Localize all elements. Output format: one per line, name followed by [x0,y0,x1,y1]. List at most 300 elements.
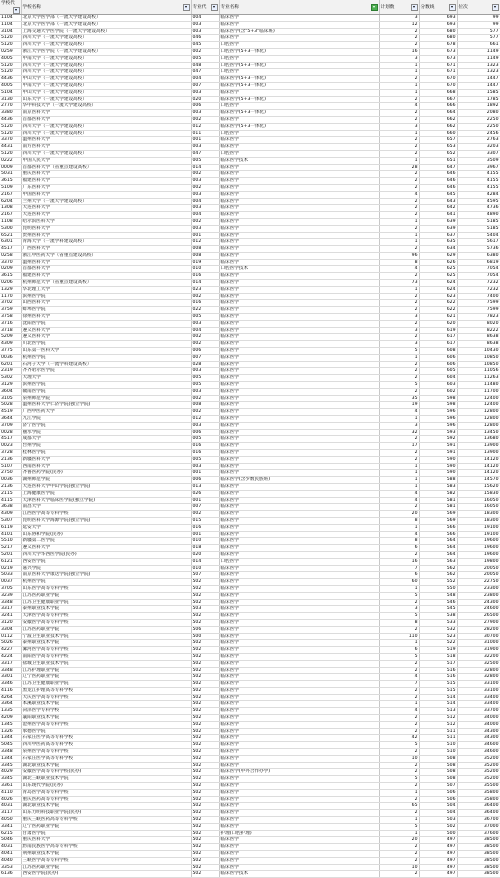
cell-plan-count[interactable]: 1 [379,218,419,225]
cell-major-name[interactable]: 临床医学 [219,606,379,613]
cell-major-name[interactable]: 临床医学 [219,728,379,735]
cell-score-line[interactable]: 645 [419,191,457,198]
header-major-name[interactable]: 专业名称 ▾ [219,0,379,15]
cell-rank[interactable]: 35500 [457,783,500,790]
cell-plan-count[interactable]: 2 [379,273,419,280]
cell-school-name[interactable]: 嘉兴学院 [21,565,191,572]
cell-plan-count[interactable]: 2 [379,456,419,463]
cell-plan-count[interactable]: 2 [379,728,419,735]
cell-school-code[interactable]: 3361 [0,783,21,790]
cell-major-code[interactable]: 006 [191,348,219,355]
table-row[interactable] [0,606,500,613]
cell-rank[interactable]: 35800 [457,796,500,803]
cell-school-code[interactable]: 3348 [0,599,21,606]
cell-major-code[interactable]: 003 [191,191,219,198]
cell-major-code[interactable]: 002 [191,184,219,191]
cell-major-code[interactable]: 012 [191,416,219,423]
cell-school-name[interactable]: 江苏医药职业学院 [21,864,191,871]
cell-school-code[interactable]: 0036 [0,477,21,484]
cell-school-code[interactable]: 3346 [0,681,21,688]
cell-school-code[interactable]: 5104 [0,89,21,96]
cell-school-name[interactable]: 西南医科大学 [21,463,191,470]
cell-rank[interactable]: 5736 [457,246,500,253]
cell-plan-count[interactable]: 2 [379,721,419,728]
cell-plan-count[interactable]: 8 [379,517,419,524]
cell-rank[interactable]: 3509 [457,157,500,164]
cell-score-line[interactable]: 564 [419,551,457,558]
cell-major-name[interactable]: 临床医学 [219,545,379,552]
cell-plan-count[interactable]: 2 [379,42,419,49]
table-row[interactable] [0,164,500,171]
cell-score-line[interactable]: 569 [419,511,457,518]
cell-plan-count[interactable]: 65 [379,803,419,810]
cell-major-code[interactable]: 005 [191,55,219,62]
cell-major-code[interactable]: 006 [191,429,219,436]
cell-school-code[interactable]: 0036 [0,354,21,361]
cell-major-name[interactable]: 临床医学 [219,232,379,239]
cell-school-code[interactable]: 2167 [0,191,21,198]
cell-plan-count[interactable]: 2 [379,769,419,776]
cell-school-code[interactable]: 3341 [0,823,21,830]
cell-school-code[interactable]: 3644 [0,416,21,423]
cell-score-line[interactable]: 506 [419,789,457,796]
cell-school-name[interactable]: 西安医学院(民办) [21,871,191,878]
cell-rank[interactable]: 6819 [457,259,500,266]
cell-major-code[interactable]: 045 [191,42,219,49]
cell-school-code[interactable]: 6204 [0,198,21,205]
cell-major-code[interactable]: 016 [191,273,219,280]
cell-score-line[interactable]: 532 [419,626,457,633]
cell-school-name[interactable]: 中山大学（一流大学建设高校） [21,89,191,96]
cell-plan-count[interactable]: 2 [379,137,419,144]
cell-school-code[interactable]: 5120 [0,123,21,130]
cell-school-code[interactable]: 2750 [0,470,21,477]
cell-score-line[interactable]: 497 [419,837,457,844]
cell-major-name[interactable]: 临床医学 [219,572,379,579]
cell-plan-count[interactable]: 1 [379,89,419,96]
cell-rank[interactable]: 35200 [457,769,500,776]
cell-school-name[interactable]: 中国医科大学 [21,191,191,198]
cell-plan-count[interactable]: 32 [379,429,419,436]
cell-score-line[interactable]: 588 [419,477,457,484]
cell-rank[interactable]: 14120 [457,456,500,463]
cell-major-name[interactable]: 临床医学(5+3一体化) [219,110,379,117]
cell-school-code[interactable]: 5031 [0,171,21,178]
cell-rank[interactable]: 661 [457,42,500,49]
cell-plan-count[interactable]: 2 [379,851,419,858]
cell-plan-count[interactable]: 3 [379,314,419,321]
cell-score-line[interactable]: 590 [419,463,457,470]
cell-score-line[interactable]: 552 [419,579,457,586]
cell-major-code[interactable]: 012 [191,239,219,246]
cell-major-name[interactable]: 临床医学 [219,715,379,722]
cell-school-code[interactable]: 4029 [0,769,21,776]
cell-score-line[interactable]: 516 [419,667,457,674]
cell-school-code[interactable]: 3345 [0,762,21,769]
cell-school-code[interactable]: 5045 [0,742,21,749]
cell-school-code[interactable]: 4264 [0,694,21,701]
cell-plan-count[interactable]: 2 [379,96,419,103]
cell-rank[interactable]: 1323 [457,62,500,69]
cell-rank[interactable]: 33700 [457,708,500,715]
cell-school-name[interactable]: 南方医科大学 [21,144,191,151]
cell-major-name[interactable]: 临床医学 [219,599,379,606]
cell-major-code[interactable]: 014 [191,558,219,565]
cell-major-code[interactable]: 022 [191,307,219,314]
cell-school-name[interactable]: 温州医科大学仁济学院(独立学院) [21,402,191,409]
cell-rank[interactable]: 30700 [457,633,500,640]
cell-school-name[interactable]: 湖北职业技术学院 [21,762,191,769]
cell-plan-count[interactable]: 17 [379,443,419,450]
cell-score-line[interactable]: 508 [419,776,457,783]
cell-school-code[interactable]: 5107 [0,463,21,470]
cell-score-line[interactable]: 604 [419,375,457,382]
cell-major-name[interactable]: 临床医学 [219,463,379,470]
cell-plan-count[interactable]: 2 [379,116,419,123]
cell-plan-count[interactable]: 4 [379,266,419,273]
cell-major-name[interactable]: 临床医学 [219,755,379,762]
table-row[interactable] [0,259,500,266]
cell-school-code[interactable]: 6301 [0,239,21,246]
cell-school-code[interactable]: 3638 [0,504,21,511]
cell-school-name[interactable]: 延安大学 [21,524,191,531]
cell-major-code[interactable]: 047 [191,150,219,157]
cell-major-name[interactable]: 临床医学 [219,443,379,450]
cell-major-name[interactable]: 临床医学 [219,286,379,293]
cell-rank[interactable]: 1785 [457,96,500,103]
cell-major-code[interactable]: 002 [191,395,219,402]
cell-major-name[interactable]: 临床医学 [219,735,379,742]
cell-school-name[interactable]: 昆明医科大学 [21,225,191,232]
cell-major-name[interactable]: 临床医学 [219,184,379,191]
cell-plan-count[interactable]: 1 [379,483,419,490]
cell-school-name[interactable]: 安徽医学高等专科学校(民办) [21,769,191,776]
table-row[interactable] [0,212,500,219]
table-row[interactable] [0,436,500,443]
cell-major-code[interactable]: 502 [191,776,219,783]
cell-school-code[interactable]: 3353 [0,864,21,871]
cell-major-name[interactable]: 临床医学 [219,307,379,314]
cell-score-line[interactable]: 647 [419,164,457,171]
table-row[interactable] [0,171,500,178]
cell-score-line[interactable]: 593 [419,429,457,436]
cell-major-name[interactable]: 临床医学 [219,803,379,810]
cell-major-code[interactable]: 002 [191,218,219,225]
cell-rank[interactable]: 34600 [457,742,500,749]
cell-rank[interactable]: 13900 [457,443,500,450]
cell-score-line[interactable]: 693 [419,15,457,22]
cell-major-name[interactable]: 临床医学 [219,667,379,674]
cell-major-code[interactable]: 007 [191,354,219,361]
cell-score-line[interactable]: 504 [419,803,457,810]
cell-school-name[interactable]: 大连医科大学 [21,205,191,212]
cell-school-name[interactable]: 大庆医学高等专科学校 [21,694,191,701]
cell-rank[interactable]: 7054 [457,273,500,280]
cell-score-line[interactable]: 517 [419,660,457,667]
cell-major-name[interactable]: 临床医学(5+3一体化) [219,82,379,89]
cell-school-code[interactable]: 4431 [0,144,21,151]
cell-school-code[interactable]: 6215 [0,830,21,837]
cell-rank[interactable]: 99 [457,21,500,28]
cell-rank[interactable]: 12800 [457,422,500,429]
cell-plan-count[interactable]: 7 [379,565,419,572]
table-row[interactable] [0,477,500,484]
cell-score-line[interactable]: 514 [419,694,457,701]
table-row[interactable] [0,653,500,660]
cell-school-code[interactable]: 3241 [0,613,21,620]
cell-score-line[interactable]: 497 [419,871,457,878]
cell-school-code[interactable]: 5026 [0,640,21,647]
cell-rank[interactable]: 4595 [457,198,500,205]
cell-school-name[interactable]: 新疆医科大学 [21,456,191,463]
cell-major-name[interactable]: 口腔医学 [219,558,379,565]
cell-major-code[interactable]: 002 [191,409,219,416]
cell-rank[interactable]: 34000 [457,715,500,722]
cell-school-code[interactable]: 5510 [0,538,21,545]
cell-rank[interactable]: 2250 [457,116,500,123]
cell-school-code[interactable]: 4041 [0,851,21,858]
cell-school-name[interactable]: 济宁医学院 [21,422,191,429]
cell-plan-count[interactable]: 4 [379,674,419,681]
cell-major-name[interactable]: 临床医学 [219,551,379,558]
cell-plan-count[interactable]: 2 [379,205,419,212]
cell-major-name[interactable]: 临床医学 [219,456,379,463]
table-row[interactable] [0,483,500,490]
cell-plan-count[interactable]: 42 [379,735,419,742]
cell-school-code[interactable]: 4436 [0,76,21,83]
cell-plan-count[interactable]: 35 [379,395,419,402]
cell-major-name[interactable]: 临床医学 [219,252,379,259]
cell-major-code[interactable]: 003 [191,388,219,395]
cell-score-line[interactable]: 504 [419,810,457,817]
cell-rank[interactable]: 32800 [457,674,500,681]
cell-plan-count[interactable]: 3 [379,55,419,62]
table-row[interactable] [0,450,500,457]
cell-score-line[interactable]: 621 [419,314,457,321]
cell-rank[interactable]: 13900 [457,450,500,457]
table-row[interactable] [0,456,500,463]
cell-plan-count[interactable]: 2 [379,436,419,443]
cell-major-name[interactable]: 临床医学 [219,334,379,341]
cell-score-line[interactable]: 670 [419,82,457,89]
table-row[interactable] [0,280,500,287]
table-row[interactable] [0,640,500,647]
cell-score-line[interactable]: 548 [419,592,457,599]
cell-score-line[interactable]: 590 [419,456,457,463]
cell-school-name[interactable]: 昆明医科大学海源学院(独立学院) [21,517,191,524]
cell-school-name[interactable]: 上海健康医学院 [21,490,191,497]
cell-school-name[interactable]: 重庆医科大学 [21,837,191,844]
cell-rank[interactable]: 16050 [457,497,500,504]
cell-major-name[interactable]: 临床医学 [219,395,379,402]
table-row[interactable] [0,198,500,205]
cell-school-name[interactable]: 泉州医学高等专科学校 [21,749,191,756]
cell-rank[interactable]: 14120 [457,463,500,470]
cell-school-code[interactable]: 4050 [0,817,21,824]
table-row[interactable] [0,871,500,878]
cell-school-name[interactable]: 甘肃医学院 [21,830,191,837]
cell-plan-count[interactable]: 2 [379,198,419,205]
cell-major-code[interactable]: 016 [191,300,219,307]
cell-rank[interactable]: 8222 [457,327,500,334]
cell-score-line[interactable]: 566 [419,531,457,538]
cell-rank[interactable]: 4155 [457,178,500,185]
cell-rank[interactable]: 19600 [457,551,500,558]
table-row[interactable] [0,810,500,817]
cell-score-line[interactable]: 596 [419,409,457,416]
cell-plan-count[interactable]: 2 [379,749,419,756]
table-row[interactable] [0,320,500,327]
cell-plan-count[interactable]: 5 [379,382,419,389]
cell-major-name[interactable]: 口腔医学 [219,150,379,157]
cell-rank[interactable]: 4890 [457,212,500,219]
cell-school-name[interactable]: 漯河医学高等专科学校 [21,647,191,654]
cell-score-line[interactable]: 641 [419,212,457,219]
cell-rank[interactable]: 99 [457,15,500,22]
cell-plan-count[interactable]: 2 [379,762,419,769]
cell-major-code[interactable]: 001 [191,531,219,538]
cell-rank[interactable]: 11263 [457,375,500,382]
cell-plan-count[interactable]: 4 [379,531,419,538]
cell-rank[interactable]: 18300 [457,517,500,524]
table-row[interactable] [0,28,500,35]
cell-major-code[interactable]: 023 [191,286,219,293]
cell-school-code[interactable]: 1344 [0,755,21,762]
cell-score-line[interactable]: 608 [419,348,457,355]
cell-major-code[interactable]: 502 [191,599,219,606]
cell-major-code[interactable]: 503 [191,606,219,613]
cell-plan-count[interactable]: 2 [379,300,419,307]
cell-score-line[interactable]: 581 [419,504,457,511]
cell-major-code[interactable]: 001 [191,137,219,144]
cell-major-name[interactable]: 临床医学 [219,857,379,864]
cell-school-name[interactable]: 青海大学（一流学科建设高校） [21,239,191,246]
cell-rank[interactable]: 12400 [457,402,500,409]
cell-plan-count[interactable]: 1 [379,82,419,89]
cell-school-name[interactable]: 遵义医科大学 [21,334,191,341]
cell-rank[interactable]: 35200 [457,762,500,769]
cell-major-code[interactable]: 502 [191,749,219,756]
cell-school-name[interactable]: 湖州师范学院 [21,477,191,484]
cell-major-name[interactable]: 临床医学 [219,246,379,253]
cell-major-name[interactable]: 临床医学 [219,375,379,382]
cell-major-name[interactable]: 临床医学(含"5+3"临床班) [219,28,379,35]
cell-school-name[interactable]: 齐鲁医药学院(民办) [21,470,191,477]
cell-school-code[interactable]: 5028 [0,402,21,409]
cell-major-name[interactable]: 临床医学 [219,212,379,219]
cell-major-name[interactable]: 临床医学 [219,314,379,321]
cell-school-code[interactable]: 4115 [0,497,21,504]
cell-major-name[interactable]: 临床医学 [219,368,379,375]
cell-major-name[interactable]: 临床医学 [219,749,379,756]
table-row[interactable] [0,728,500,735]
cell-score-line[interactable]: 511 [419,735,457,742]
cell-rank[interactable]: 26500 [457,613,500,620]
table-row[interactable] [0,837,500,844]
cell-major-name[interactable]: 临床医学 [219,660,379,667]
cell-school-name[interactable]: 大连医科大学中山学院(独立学院) [21,483,191,490]
cell-major-code[interactable]: 003 [191,89,219,96]
cell-school-name[interactable]: 黔南民族医学高等专科学校 [21,844,191,851]
cell-school-code[interactable]: 3348 [0,667,21,674]
cell-school-code[interactable]: 6201 [0,361,21,368]
cell-rank[interactable]: 19800 [457,558,500,565]
filter-dropdown-icon[interactable]: ▾ [211,4,218,11]
cell-plan-count[interactable]: 3 [379,606,419,613]
cell-major-name[interactable]: 临床医学 [219,35,379,42]
cell-school-code[interactable]: 1104 [0,21,21,28]
table-row[interactable] [0,395,500,402]
cell-school-name[interactable]: 重庆医药高等专科学校 [21,796,191,803]
cell-major-code[interactable]: 002 [191,116,219,123]
table-row[interactable] [0,463,500,470]
table-row[interactable] [0,864,500,871]
cell-major-code[interactable]: 002 [191,511,219,518]
cell-major-code[interactable]: 001 [191,470,219,477]
cell-major-name[interactable]: 临床医学 [219,15,379,22]
cell-plan-count[interactable]: 3 [379,123,419,130]
cell-school-name[interactable]: 山西医科大学 [21,300,191,307]
cell-plan-count[interactable]: 3 [379,327,419,334]
cell-major-code[interactable]: 502 [191,647,219,654]
table-row[interactable] [0,857,500,864]
cell-plan-count[interactable]: 1 [379,477,419,484]
table-row[interactable] [0,497,500,504]
cell-major-code[interactable]: 006 [191,103,219,110]
cell-rank[interactable]: 38500 [457,844,500,851]
cell-score-line[interactable]: 500 [419,830,457,837]
cell-plan-count[interactable]: 5 [379,348,419,355]
cell-plan-count[interactable]: 2 [379,450,419,457]
cell-school-name[interactable]: 哈尔滨医科大学 [21,218,191,225]
cell-school-code[interactable]: 1344 [0,735,21,742]
cell-plan-count[interactable]: 5 [379,776,419,783]
cell-school-code[interactable]: 5209 [0,334,21,341]
cell-major-name[interactable]: 临床医学 [219,517,379,524]
cell-major-code[interactable]: 502 [191,728,219,735]
cell-rank[interactable]: 1149 [457,55,500,62]
cell-rank[interactable]: 3307 [457,150,500,157]
cell-school-name[interactable]: 赣南医学院 [21,388,191,395]
cell-rank[interactable]: 32800 [457,667,500,674]
cell-school-name[interactable]: 杭州医学院 [21,579,191,586]
cell-major-code[interactable]: 502 [191,755,219,762]
cell-school-code[interactable]: 1104 [0,15,21,22]
cell-score-line[interactable]: 507 [419,783,457,790]
cell-school-name[interactable]: 北京大学医学部（一流大学建设高校） [21,15,191,22]
cell-major-name[interactable]: 临床医学 [219,592,379,599]
cell-major-name[interactable]: 临床医学 [219,436,379,443]
cell-school-code[interactable]: 4227 [0,647,21,654]
cell-rank[interactable]: 8638 [457,334,500,341]
cell-major-code[interactable]: 010 [191,266,219,273]
cell-rank[interactable]: 35200 [457,776,500,783]
cell-major-code[interactable]: 502 [191,789,219,796]
cell-school-name[interactable]: 川北医学院 [21,341,191,348]
cell-major-name[interactable]: 临床医学 [219,511,379,518]
filter-active-icon[interactable]: ▾ [371,4,378,11]
cell-score-line[interactable]: 666 [419,103,457,110]
cell-plan-count[interactable]: 6 [379,572,419,579]
cell-score-line[interactable]: 652 [419,150,457,157]
cell-plan-count[interactable]: 20 [379,511,419,518]
header-plan-count[interactable]: 计划数 ▾ [379,0,419,15]
cell-major-name[interactable]: 临床医学 [219,348,379,355]
table-row[interactable] [0,42,500,49]
cell-rank[interactable]: 7054 [457,266,500,273]
table-row[interactable] [0,382,500,389]
cell-rank[interactable]: 23300 [457,585,500,592]
